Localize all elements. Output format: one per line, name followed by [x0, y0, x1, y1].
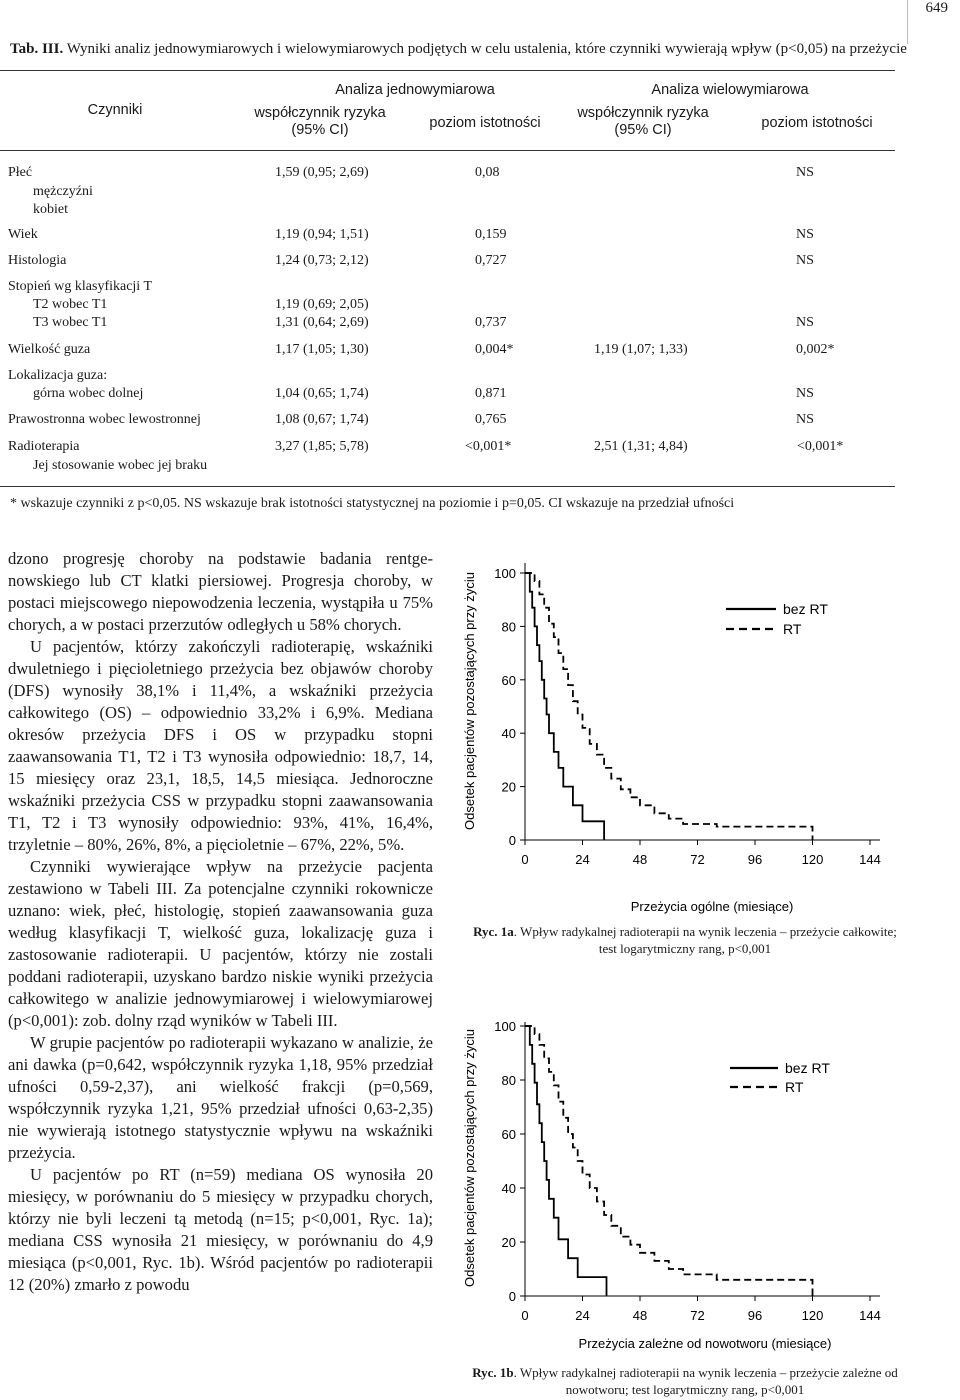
row-multi-p: 0,002*	[796, 342, 835, 357]
x-axis-title: Przeżycia ogólne (miesiące)	[630, 899, 794, 914]
row-uni-p: 0,871	[475, 386, 507, 401]
header-multi-rr	[568, 105, 718, 139]
y-tick-label: 80	[501, 619, 516, 635]
row-label: T2 wobec T1	[33, 297, 108, 312]
legend-label-no-rt: bez RT	[783, 601, 828, 617]
row-label: kobiet	[33, 202, 68, 217]
header-rule	[0, 150, 895, 151]
header-multi-rr-label: współczynnik ryzyka	[577, 105, 709, 121]
row-uni-rr: 1,04 (0,65; 1,74)	[275, 386, 369, 401]
x-tick-label: 144	[859, 852, 881, 867]
y-tick-label: 20	[501, 1235, 516, 1250]
y-tick-label: 0	[508, 833, 516, 848]
row-label: mężczyźni	[33, 184, 93, 199]
row-label: Lokalizacja guza:	[8, 368, 108, 383]
figure-1a-caption	[470, 923, 900, 957]
figure-1a-caption-text: . Wpływ radykalnej radioterapii na wynik leczenia – przeżycie całkowite; test logarytmiczny rang, p<0,001	[513, 924, 897, 956]
row-label: górna wobec dolnej	[33, 386, 144, 401]
paragraph: U pacjentów, którzy zakończyli radioterapię, wskaźniki dwuletniego i pięcioletniego przeżycia bez objawów choroby (DFS) wynosiły 38,1% i 11,4%, a wskaźniki przeżycia całkowitego (OS) – odpowiednio 33,2% i 6,9%. Mediana okresów przeżycia DFS i OS w przypadku stopni zaawansowania T1, T2 i T3 wynosiła odpowiednio: 18,7, 14, 15 miesięcy oraz 23,1, 18,5, 14,5 miesiąca. Jednoroczne wskaźniki przeżycia CSS w przypadku stopni zaawansowania T1, T2 i T3 wynosiły odpowiednio: 93%, 41%, 16,4%, trzyletnie – 80%, 26%, 8%, a pięcioletnie – 67%, 22%, 5%.	[8, 637, 433, 854]
row-uni-rr: 1,31 (0,64; 2,69)	[275, 315, 369, 330]
y-tick-label: 100	[494, 1019, 516, 1034]
row-uni-rr: 1,19 (0,94; 1,51)	[275, 227, 369, 242]
legend	[730, 1060, 830, 1095]
row-uni-p: 0,159	[475, 227, 507, 242]
row-multi-p: <0,001*	[797, 439, 844, 454]
body-text	[8, 548, 433, 1296]
row-uni-p: 0,765	[475, 412, 507, 427]
table-bottom-rule	[0, 486, 895, 487]
table-footnote: * wskazuje czynniki z p<0,05. NS wskazuje brak istotności statystycznej na poziomie i p=0,05. CI wskazuje na przedział ufności	[10, 496, 735, 511]
table-caption	[10, 41, 907, 58]
table-title: Wyniki analiz jednowymiarowych i wielowymiarowych podjętych w celu ustalenia, które czynniki wywierają wpływ (p<0,05) na przeżycie	[66, 41, 907, 57]
table-label: Tab. III.	[10, 41, 64, 57]
y-tick-label: 60	[501, 672, 516, 688]
figure-1b-caption-text: . Wpływ radykalnej radioterapii na wynik leczenia – przeżycie zależne od nowotworu; test logarytmiczny rang, p<0,001	[513, 1365, 898, 1397]
row-multi-p: NS	[796, 386, 814, 401]
y-tick-label: 40	[501, 726, 516, 742]
row-multi-p: NS	[796, 315, 814, 330]
header-multi-ci: (95% CI)	[614, 122, 672, 138]
row-multi-rr: 2,51 (1,31; 4,84)	[594, 439, 688, 454]
row-label: Stopień wg klasyfikacji T	[8, 279, 152, 294]
legend-label-no-rt: bez RT	[785, 1060, 830, 1076]
row-label: Wiek	[8, 227, 38, 242]
header-uni-rr	[245, 105, 395, 139]
header-multivariate: Analiza wielowymiarowa	[651, 82, 809, 98]
y-tick-label: 100	[494, 566, 516, 581]
figure-1a-label: Ryc. 1a	[473, 924, 514, 939]
header-uni-p: poziom istotności	[429, 115, 541, 131]
x-tick-label: 24	[575, 1308, 590, 1323]
series-line-rt	[525, 573, 813, 840]
x-tick-label: 120	[801, 1308, 824, 1323]
figure-1b-chart	[460, 1000, 910, 1358]
x-tick-label: 24	[575, 852, 590, 867]
row-label: Histologia	[8, 253, 67, 268]
row-label: Wielkość guza	[8, 342, 91, 357]
row-uni-rr: 1,08 (0,67; 1,74)	[275, 412, 369, 427]
row-uni-p: 0,727	[475, 253, 507, 268]
y-tick-label: 40	[501, 1181, 516, 1196]
row-multi-p: NS	[796, 253, 814, 268]
x-tick-label: 72	[690, 1308, 705, 1323]
paragraph: W grupie pacjentów po radioterapii wykazano w analizie, że ani dawka (p=0,642, współczynnik ryzyka 1,18, 95% przedział ufności 0,59-2,37), ani wielkość frakcji (p=0,569, współczynnik ryzyka 1,21, 95% przedział ufności 0,63-2,35) nie wywierają istotnego statystycznie wpływu na wskaźniki przeżycia.	[8, 1033, 433, 1162]
row-uni-p: 0,08	[475, 165, 500, 180]
header-uni-ci: (95% CI)	[291, 122, 349, 138]
header-multi-p: poziom istotności	[761, 115, 873, 131]
y-axis-title: Odsetek pacjentów pozostających przy życiu	[462, 572, 477, 830]
row-label: Jej stosowanie wobec jej braku	[33, 458, 208, 473]
y-axis-title: Odsetek pacjentów pozostających przy życiu	[462, 1029, 477, 1287]
x-tick-label: 0	[521, 1308, 529, 1323]
y-tick-label: 0	[508, 1289, 516, 1304]
row-uni-rr: 1,17 (1,05; 1,30)	[275, 342, 369, 357]
row-multi-rr: 1,19 (1,07; 1,33)	[594, 342, 688, 357]
figure-1b-caption	[470, 1364, 900, 1398]
margin-rule	[907, 0, 908, 44]
x-tick-label: 48	[632, 852, 648, 867]
row-uni-rr: 3,27 (1,85; 5,78)	[275, 439, 369, 454]
row-uni-rr: 1,24 (0,73; 2,12)	[275, 253, 369, 268]
row-uni-rr: 1,19 (0,69; 2,05)	[275, 297, 369, 312]
figure-1a-chart	[460, 545, 910, 915]
row-label: Prawostronna wobec lewostronnej	[8, 412, 201, 427]
x-tick-label: 144	[859, 1308, 881, 1323]
x-tick-label: 120	[801, 852, 824, 867]
row-multi-p: NS	[796, 412, 814, 427]
x-tick-label: 48	[632, 1308, 648, 1323]
x-tick-label: 72	[690, 852, 705, 867]
x-tick-label: 96	[747, 1308, 763, 1323]
row-label: T3 wobec T1	[33, 315, 108, 330]
row-uni-p: 0,004*	[475, 342, 514, 357]
header-univariate: Analiza jednowymiarowa	[335, 82, 495, 98]
legend-label-rt: RT	[785, 1079, 804, 1095]
header-uni-rr-label: współczynnik ryzyka	[254, 105, 386, 121]
y-tick-label: 60	[501, 1127, 516, 1142]
row-uni-p: 0,737	[475, 315, 507, 330]
legend	[726, 601, 828, 637]
x-tick-label: 0	[521, 852, 529, 867]
paragraph: U pacjentów po RT (n=59) mediana OS wynosiła 20 miesięcy, w porównaniu do 5 miesięcy w przypadku chorych, którzy nie byli leczeni tą metodą (n=15; p<0,001, Ryc. 1a); mediana CSS wynosiła 21 miesięcy, w porównaniu do 4,9 miesiąca (p<0,001, Ryc. 1b). Wśród pacjentów po radioterapii 12 (20%) zmarło z powodu	[8, 1165, 433, 1294]
legend-label-rt: RT	[783, 621, 802, 637]
row-multi-p: NS	[796, 227, 814, 242]
row-label: Płeć	[8, 165, 33, 180]
row-uni-p: <0,001*	[465, 439, 512, 454]
figure-1b-label: Ryc. 1b	[472, 1365, 514, 1380]
page-number: 649	[925, 0, 948, 16]
x-tick-label: 96	[747, 852, 763, 867]
series-line-no-rt	[525, 573, 604, 840]
row-label: Radioterapia	[8, 439, 80, 454]
row-uni-rr: 1,59 (0,95; 2,69)	[275, 165, 369, 180]
paragraph: Czynniki wywierające wpływ na przeżycie pacjenta zestawiono w Tabeli III. Za potencjalne czynniki rokownicze uznano: wiek, płeć, histologię, stopień zaawansowania guza według klasyfikacji T, wielkość guza, lokalizację guza i zastosowanie radioterapii. U pacjentów, którzy nie zostali poddani radioterapii, uzyskano bardzo niskie wyniki przeżycia całkowitego w analizie jednowymiarowej i wielowymiarowej (p<0,001): zob. dolny rząd wyników w Tabeli III.	[8, 857, 433, 1030]
x-axis-title: Przeżycia zależne od nowotworu (miesiące)	[578, 1336, 832, 1351]
table-top-rule	[0, 70, 895, 71]
series-line-no-rt	[525, 1026, 607, 1296]
y-tick-label: 20	[501, 779, 516, 795]
row-multi-p: NS	[796, 165, 814, 180]
header-factors: Czynniki	[87, 102, 143, 118]
paragraph: dzono progresję choroby na podstawie badania rentgenowskiego lub CT klatki piersiowej. Progresja choroby, w postaci miejscowego niepowodzenia leczenia, wystąpiła u 75% chorych, a w postaci przerzutów odległych u 58% chorych.	[8, 549, 433, 634]
y-tick-label: 80	[501, 1073, 516, 1088]
